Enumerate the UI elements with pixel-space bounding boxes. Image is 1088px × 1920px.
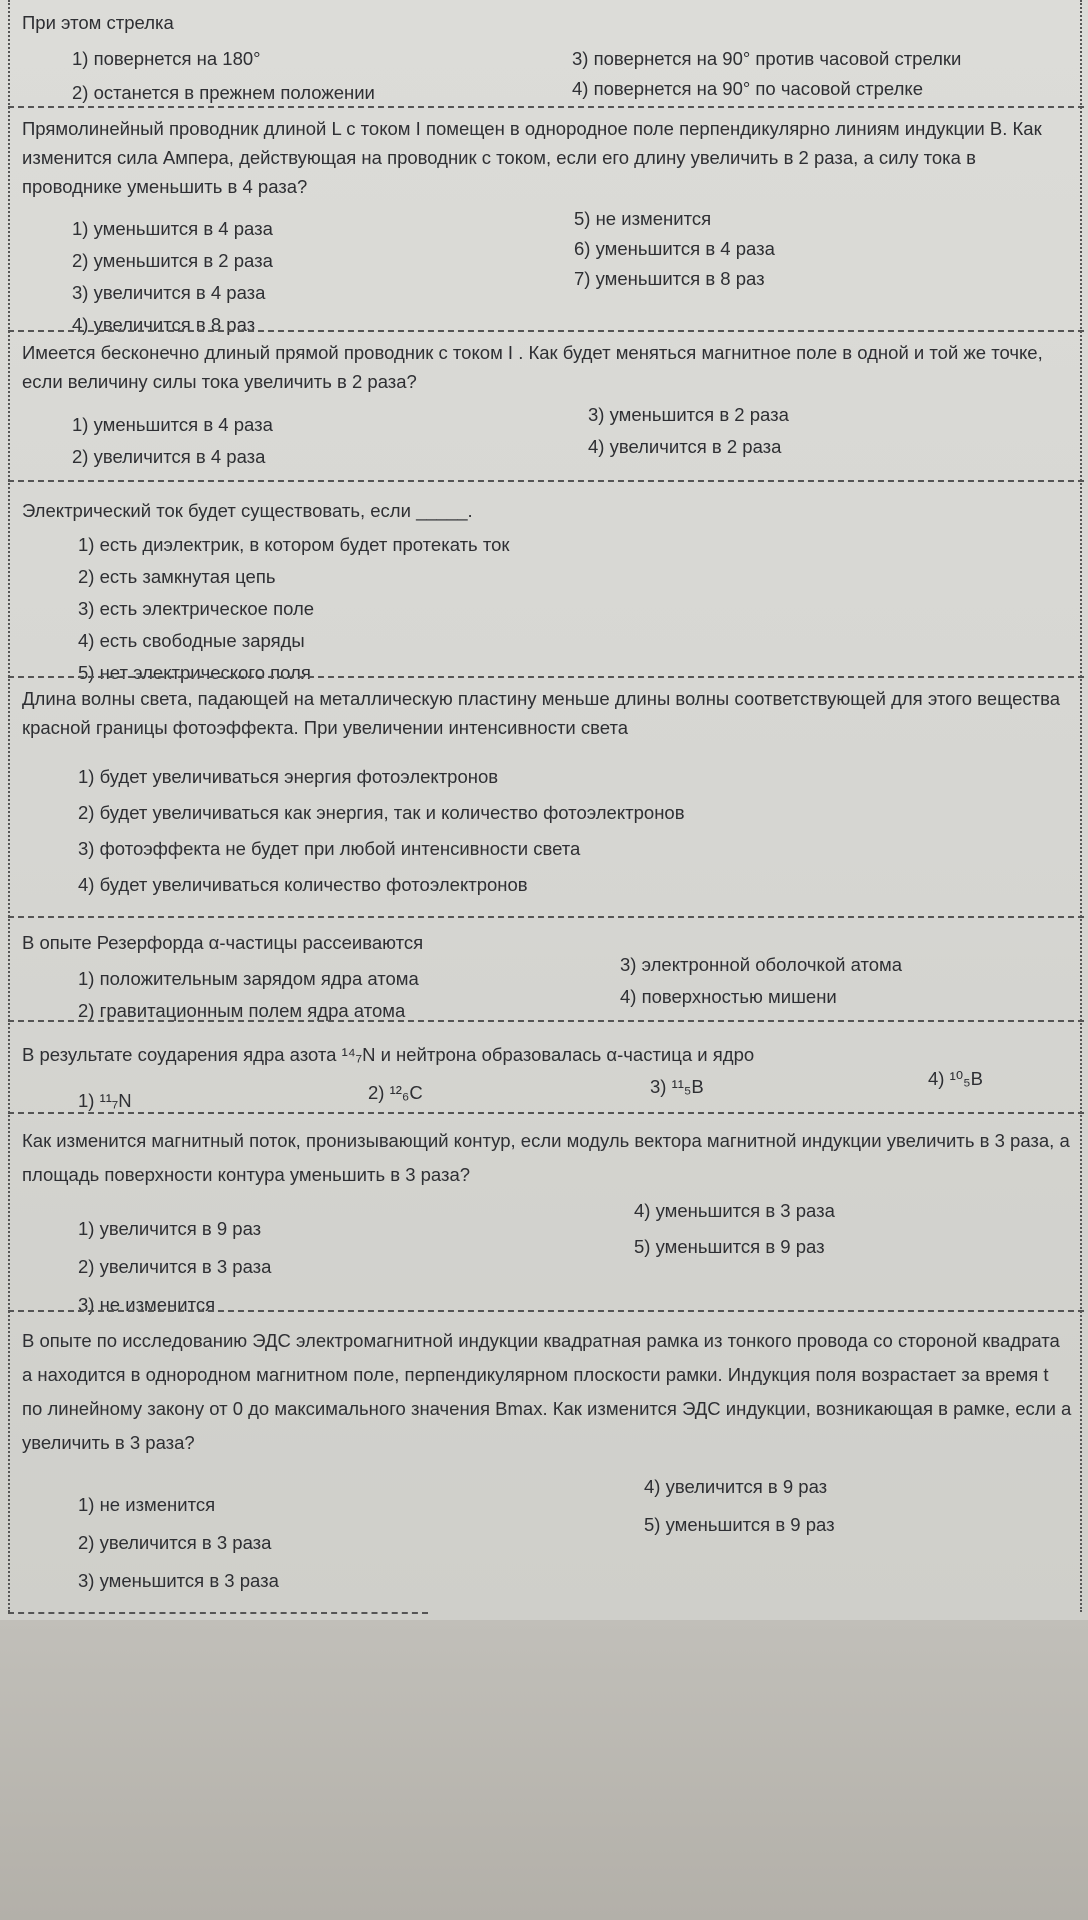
answer-option[interactable]: 2) увеличится в 4 раза: [72, 446, 266, 467]
answer-option[interactable]: 3) уменьшится в 2 раза: [588, 404, 789, 425]
answer-option[interactable]: 4) ¹⁰₅B: [928, 1068, 983, 1089]
answer-option[interactable]: 4) повернется на 90° по часовой стрелке: [572, 78, 923, 99]
bottom-divider: [8, 1612, 428, 1614]
answer-option[interactable]: 3) повернется на 90° против часовой стрелки: [572, 48, 962, 69]
answer-option[interactable]: 3) фотоэффекта не будет при любой интенсивности света: [78, 838, 581, 859]
answer-option[interactable]: 2) останется в прежнем положении: [72, 82, 375, 103]
answer-option[interactable]: 2) ¹²₆C: [368, 1082, 423, 1103]
question-text: Как изменится магнитный поток, пронизывающий контур, если модуль вектора магнитной индукции увеличить в 3 раза, а площадь поверхности контура уменьшить в 3 раза?: [22, 1130, 1070, 1185]
answer-option[interactable]: 2) увеличится в 3 раза: [78, 1532, 272, 1553]
question-text: Прямолинейный проводник длиной L с током I помещен в однородное поле перпендикулярно линиям индукции B. Как изменится сила Ампера, действующая на проводник с током, если его длину увеличить в 2 раза, а силу тока в проводнике уменьшить в 4 раза?: [22, 118, 1042, 197]
answer-option[interactable]: 1) уменьшится в 4 раза: [72, 218, 273, 239]
question-block-electric-current: [8, 480, 1084, 683]
question-text: В опыте Резерфорда α-частицы рассеиваются: [22, 932, 424, 953]
answer-option[interactable]: 4) уменьшится в 3 раза: [634, 1200, 835, 1221]
question-block-emf-induction: [8, 1310, 1084, 1612]
question-block-photoeffect: [8, 676, 1084, 916]
answer-option[interactable]: 2) гравитационным полем ядра атома: [78, 1000, 406, 1021]
answer-option[interactable]: 2) есть замкнутая цепь: [78, 566, 276, 587]
answer-option[interactable]: 3) уменьшится в 3 раза: [78, 1570, 279, 1591]
answer-option[interactable]: 4) будет увеличиваться количество фотоэлектронов: [78, 874, 528, 895]
answer-option[interactable]: 1) ¹¹₇N: [78, 1090, 132, 1111]
answer-option[interactable]: 2) уменьшится в 2 раза: [72, 250, 273, 271]
answer-option[interactable]: 5) не изменится: [574, 208, 712, 229]
answer-option[interactable]: 1) будет увеличиваться энергия фотоэлектронов: [78, 766, 499, 787]
question-block-magnetic-flux: [8, 1112, 1084, 1315]
question-block-arrow: [8, 0, 1084, 103]
question-text: Имеется бесконечно длиный прямой проводник с током I . Как будет меняться магнитное поле в одной и той же точке, если величину силы тока увеличить в 2 раза?: [22, 342, 1043, 392]
table-surface: [0, 1620, 1088, 1920]
answer-option[interactable]: 1) не изменится: [78, 1494, 216, 1515]
question-block-rutherford: [8, 916, 1084, 1020]
answer-option[interactable]: 3) есть электрическое поле: [78, 598, 315, 619]
answer-option[interactable]: 4) увеличится в 8 раз: [72, 314, 256, 335]
question-text: При этом стрелка: [22, 12, 174, 33]
answer-option[interactable]: 1) повернется на 180°: [72, 48, 261, 69]
answer-option[interactable]: 3) ¹¹₅B: [650, 1076, 704, 1097]
answer-option[interactable]: 3) увеличится в 4 раза: [72, 282, 266, 303]
answer-option[interactable]: 4) увеличится в 2 раза: [588, 436, 782, 457]
question-block-ampere-force: [8, 106, 1084, 335]
answer-option[interactable]: 1) есть диэлектрик, в котором будет протекать ток: [78, 534, 510, 555]
answer-option[interactable]: 4) есть свободные заряды: [78, 630, 305, 651]
question-block-magnetic-field: [8, 330, 1084, 476]
answer-option[interactable]: 4) поверхностью мишени: [620, 986, 837, 1007]
answer-option[interactable]: 5) уменьшится в 9 раз: [634, 1236, 825, 1257]
answer-option[interactable]: 5) уменьшится в 9 раз: [644, 1514, 835, 1535]
answer-option[interactable]: 4) увеличится в 9 раз: [644, 1476, 828, 1497]
answer-option[interactable]: 7) уменьшится в 8 раз: [574, 268, 765, 289]
question-text: Электрический ток будет существовать, если _____.: [22, 500, 473, 521]
question-text: Длина волны света, падающей на металлическую пластину меньше длины волны соответствующей для этого вещества красной границы фотоэффекта. При увеличении интенсивности света: [22, 688, 1061, 738]
question-text: В результате соударения ядра азота ¹⁴₇N и нейтрона образовалась α-частица и ядро: [22, 1044, 755, 1065]
question-text: В опыте по исследованию ЭДС электромагнитной индукции квадратная рамка из тонкого провода со стороной квадрата a находится в однородном магнитном поле, перпендикулярном плоскости рамки. Индукция поля возрастает за время t по линейному закону от 0 до максимального значения Bmax. Как изменится ЭДС индукции, возникающая в рамке, если a увеличить в 3 раза?: [22, 1330, 1072, 1453]
answer-option[interactable]: 1) увеличится в 9 раз: [78, 1218, 262, 1239]
answer-option[interactable]: 1) положительным зарядом ядра атома: [78, 968, 419, 989]
answer-option[interactable]: 3) не изменится: [78, 1294, 216, 1315]
answer-option[interactable]: 5) нет электрического поля: [78, 662, 311, 683]
answer-option[interactable]: 2) увеличится в 3 раза: [78, 1256, 272, 1277]
answer-option[interactable]: 6) уменьшится в 4 раза: [574, 238, 775, 259]
answer-option[interactable]: 1) уменьшится в 4 раза: [72, 414, 273, 435]
answer-option[interactable]: 3) электронной оболочкой атома: [620, 954, 903, 975]
answer-option[interactable]: 2) будет увеличиваться как энергия, так и количество фотоэлектронов: [78, 802, 685, 823]
